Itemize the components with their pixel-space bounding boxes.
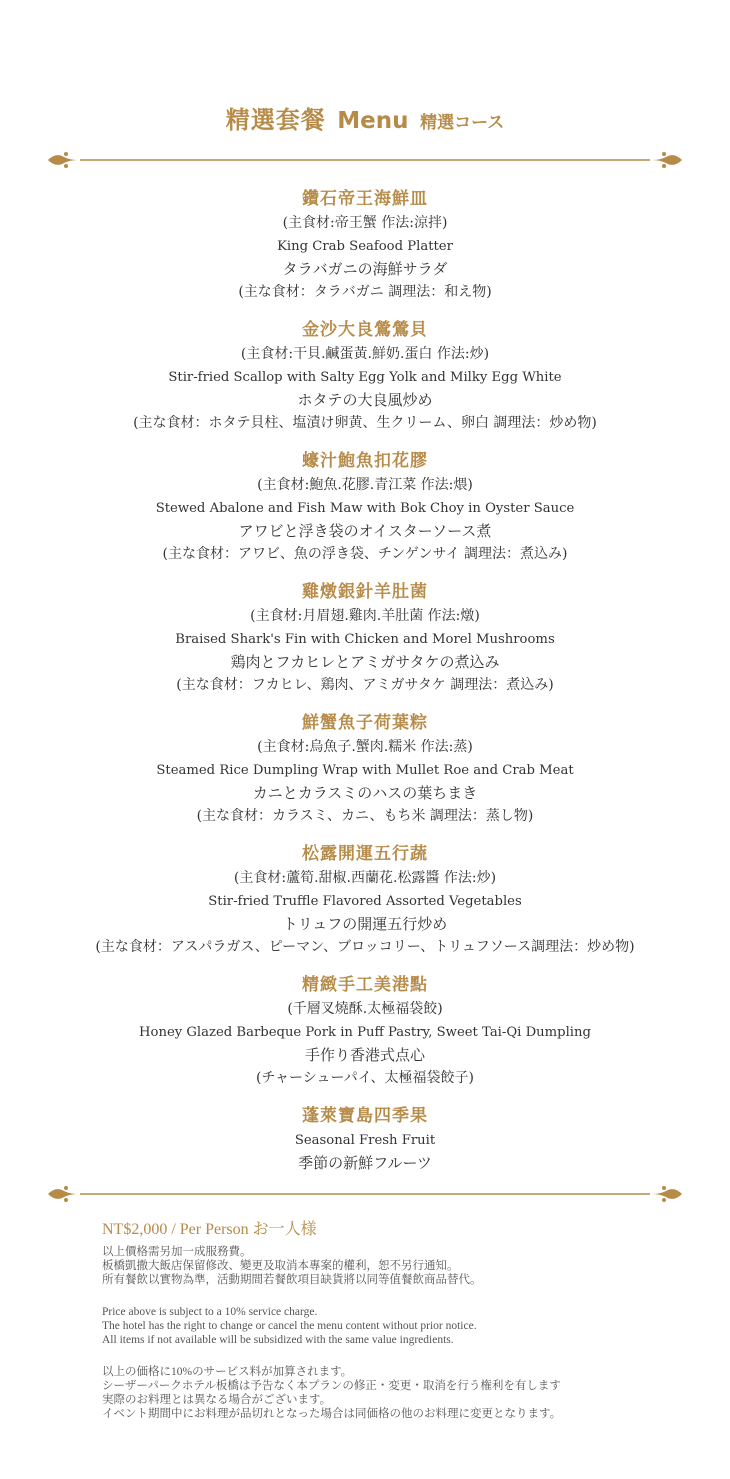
dish-ingredients-chinese: (主食材:蘆筍.甜椒.西蘭花.松露醬 作法:炒) [233,870,497,886]
dish-ingredients-japanese: (主な食材：カラスミ、カニ、もち米 調理法：蒸し物) [196,808,534,824]
note-line: Price above is subject to a 10% service charge. [102,1306,318,1318]
note-line: All items if not available will be subsidized with the same value ingredients. [102,1334,454,1346]
dish-ingredients-chinese: (主食材:帝王蟹 作法:涼拌) [282,215,448,231]
dish-name-english: Braised Shark's Fin with Chicken and Morel Mushrooms [175,632,555,647]
dish-name: 精緻手工美港點 [302,975,428,995]
dish-name: 松露開運五行蔬 [302,844,428,864]
note-line: 板橋凱撒大飯店保留修改、變更及取消本專案的權利，恕不另行通知。 [102,1260,459,1272]
note-line: 実際のお料理とは異なる場合がございます。 [102,1394,332,1406]
note-line: The hotel has the right to change or cancel the menu content without prior notice. [102,1320,477,1332]
dish-name-japanese: カニとカラスミのハスの葉ちまき [252,784,478,802]
dish-name: 蠔汁鮑魚扣花膠 [302,451,428,471]
dish-name-english: Stir-fried Scallop with Salty Egg Yolk and Milky Egg White [168,370,562,385]
note-line: シーザーパークホテル板橋は予告なく本プランの修正・変更・取消を行う権利を有します [102,1380,561,1392]
dish-name-japanese: 鶏肉とフカヒレとアミガサタケの煮込み [230,653,500,671]
dish-name: 鑽石帝王海鮮皿 [302,189,428,209]
dish-item [0,841,730,959]
dish-item [0,972,730,1090]
dish-ingredients-japanese: (主な食材：フカヒレ、鶏肉、アミガサタケ 調理法：煮込み) [176,677,554,693]
dish-item [0,1103,730,1175]
dish-item [0,186,730,304]
dish-name-english: Seasonal Fresh Fruit [294,1133,436,1148]
dish-item [0,448,730,566]
dish-name: 金沙大良鶯鶯貝 [302,320,428,340]
dish-name-english: Honey Glazed Barbeque Pork in Puff Pastry, Sweet Tai-Qi Dumpling [139,1025,591,1040]
title-japanese: 精選コース [420,113,505,133]
note-line: イベント期間中にお料理が品切れとなった場合は同価格の他のお料理に変更となります。 [102,1408,562,1420]
menu-footer [102,1218,662,1439]
dish-ingredients-chinese: (主食材:月眉翅.雞肉.羊肚菌 作法:燉) [250,608,480,624]
price-label: NT$2,000 / Per Person お一人様 [102,1221,317,1238]
dish-name: 雞燉銀針羊肚菌 [302,582,428,602]
notes-english [102,1305,662,1347]
dish-item [0,579,730,697]
notes-chinese [102,1245,662,1287]
dish-ingredients-japanese: (主な食材：アワビ、魚の浮き袋、チンゲンサイ 調理法：煮込み) [162,546,568,562]
dish-list [0,186,730,1188]
dish-ingredients-japanese: (主な食材：ホタテ貝柱、塩漬け卵黄、生クリーム、卵白 調理法：炒め物) [133,415,597,431]
menu-title [0,100,730,135]
dish-name-japanese: アワビと浮き袋のオイスターソース煮 [238,522,492,540]
dish-name: 鮮蟹魚子荷葉粽 [302,713,428,733]
dish-ingredients-chinese: (主食材:鮑魚.花膠.青江菜 作法:煨) [257,477,473,493]
note-line: 以上の価格に10%のサービス料が加算されます。 [102,1366,353,1378]
dish-name-japanese: ホタテの大良風炒め [297,391,433,409]
top-ornamental-divider [46,149,684,171]
dish-item [0,317,730,435]
dish-ingredients-japanese: (チャーシューパイ、太極福袋餃子) [256,1070,474,1086]
note-line: 所有餐飲以實物為準，活動期間若餐飲項目缺貨將以同等值餐飲商品替代。 [102,1274,482,1286]
dish-name-english: Stewed Abalone and Fish Maw with Bok Choy in Oyster Sauce [155,501,575,516]
bottom-ornamental-divider [46,1183,684,1205]
dish-name-japanese: トリュフの開運五行炒め [282,915,448,933]
title-chinese: 精選套餐 [225,106,326,134]
dish-name-japanese: 手作り香港式点心 [304,1046,425,1064]
dish-name-english: King Crab Seafood Platter [277,239,453,254]
dish-name-japanese: タラバガニの海鮮サラダ [282,260,448,278]
note-line: 以上價格需另加一成服務費。 [102,1246,252,1258]
dish-ingredients-japanese: (主な食材：タラバガニ 調理法：和え物) [238,284,492,300]
dish-ingredients-chinese: (千層叉燒酥.太極福袋餃) [287,1001,443,1017]
dish-name-japanese: 季節の新鮮フルーツ [298,1154,432,1172]
title-english: Menu [337,108,409,134]
dish-name-english: Steamed Rice Dumpling Wrap with Mullet Roe and Crab Meat [156,763,574,778]
dish-ingredients-chinese: (主食材:烏魚子.蟹肉.糯米 作法:蒸) [257,739,473,755]
dish-item [0,710,730,828]
dish-ingredients-chinese: (主食材:干貝.鹹蛋黃.鮮奶.蛋白 作法:炒) [240,346,490,362]
dish-ingredients-japanese: (主な食材：アスパラガス、ピーマン、ブロッコリー、トリュフソース調理法：炒め物) [95,939,635,955]
dish-name-english: Stir-fried Truffle Flavored Assorted Vegetables [208,894,522,909]
notes-japanese [102,1365,662,1421]
dish-name: 蓬萊寶島四季果 [302,1106,428,1126]
